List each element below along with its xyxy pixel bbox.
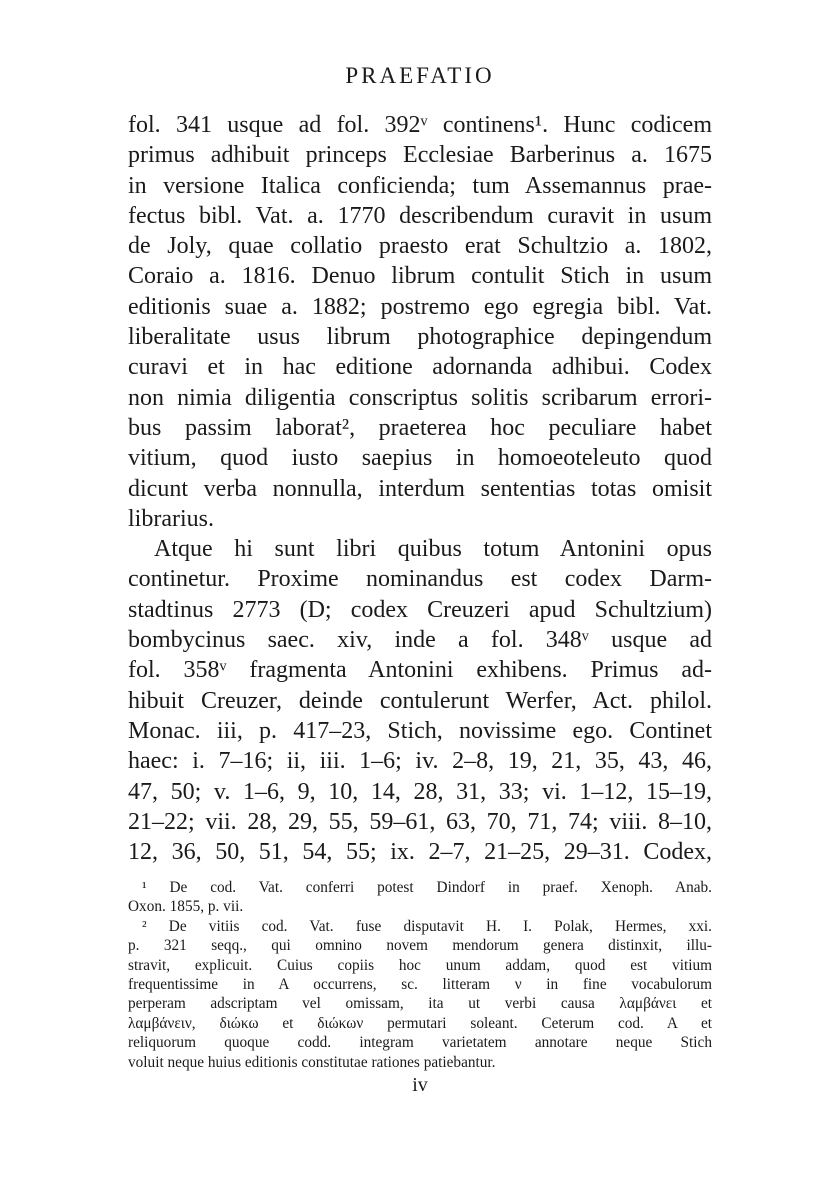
text-line: liberalitate usus librum photographice depingendum — [128, 324, 712, 351]
text-line: hibuit Creuzer, deinde contulerunt Werfer, Act. philol. — [128, 687, 712, 714]
text-line: non nimia diligentia conscriptus solitis scribarum errori- — [128, 384, 712, 411]
text-line: Monac. iii, p. 417–23, Stich, novissime ego. Continet — [128, 717, 712, 744]
text-line: fectus bibl. Vat. a. 1770 describendum curavit in usum — [128, 202, 712, 229]
footnote-line: perperam adscriptam vel omissam, ita ut verbi causa λαμβάνει et — [128, 995, 712, 1013]
text-line: continetur. Proxime nominandus est codex Darm- — [128, 566, 712, 593]
text-line: fol. 341 usque ad fol. 392ᵛ continens¹. Hunc codicem — [128, 112, 712, 138]
text-line: haec: i. 7–16; ii, iii. 1–6; iv. 2–8, 19, 21, 35, 43, 46, — [128, 748, 712, 775]
footnote-line: voluit neque huius editionis constitutae rationes patiebantur. — [128, 1053, 496, 1071]
footnotes — [128, 878, 712, 1072]
text-line: 12, 36, 50, 51, 54, 55; ix. 2–7, 21–25, 29–31. Codex, — [128, 839, 712, 866]
text-line: dicunt verba nonnulla, interdum sententias totas omisit — [128, 475, 712, 502]
text-line: bus passim laborat², praeterea hoc peculiare habet — [128, 414, 712, 441]
footnote-line: Oxon. 1855, p. vii. — [128, 898, 244, 916]
text-line: fol. 358ᵛ fragmenta Antonini exhibens. Primus ad- — [128, 657, 712, 684]
footnote-2: ² De vitiis cod. Vat. fuse disputavit H. I. Polak, Hermes, xxi. — [142, 917, 712, 935]
footnote-line: reliquorum quoque codd. integram varietatem annotare neque Stich — [128, 1034, 712, 1052]
footnote-1: ¹ De cod. Vat. conferri potest Dindorf in praef. Xenoph. Anab. — [142, 879, 712, 896]
running-title: PRAEFATIO — [345, 63, 495, 88]
body-text — [128, 110, 712, 867]
footnote-line: stravit, explicuit. Cuius copiis hoc unum addam, quod est vitium — [128, 956, 712, 974]
text-line: editionis suae a. 1882; postremo ego egregia bibl. Vat. — [128, 293, 712, 320]
text-line: stadtinus 2773 (D; codex Creuzeri apud Schultzium) — [128, 596, 712, 623]
text-line: de Joly, quae collatio praesto erat Schultzio a. 1802, — [128, 233, 712, 260]
footnote-line: p. 321 seqq., qui omnino novem mendorum genera distinxit, illu- — [128, 937, 712, 955]
text-line: bombycinus saec. xiv, inde a fol. 348ᵛ usque ad — [128, 627, 712, 654]
page-number: iv — [412, 1074, 428, 1096]
text-line: librarius. — [128, 505, 214, 532]
text-line: 47, 50; v. 1–6, 9, 10, 14, 28, 31, 33; vi. 1–12, 15–19, — [128, 778, 712, 805]
text-line: vitium, quod iusto saepius in homoeoteleuto quod — [128, 445, 712, 472]
paragraph-first-line: Atque hi sunt libri quibus totum Antonini opus — [154, 536, 712, 563]
text-line: 21–22; vii. 28, 29, 55, 59–61, 63, 70, 71, 74; viii. 8–10, — [128, 808, 712, 835]
footnote-line: frequentissime in A occurrens, sc. litteram ν in fine vocabulorum — [128, 976, 712, 994]
text-line: Coraio a. 1816. Denuo librum contulit Stich in usum — [128, 263, 712, 290]
text-line: in versione Italica conficienda; tum Assemannus prae- — [128, 172, 712, 199]
text-line: primus adhibuit princeps Ecclesiae Barberinus a. 1675 — [128, 142, 712, 169]
text-line: curavi et in hac editione adornanda adhibui. Codex — [128, 354, 712, 381]
footnote-line: λαμβάνειν, διώκω et διώκων permutari soleant. Ceterum cod. A et — [128, 1014, 712, 1032]
